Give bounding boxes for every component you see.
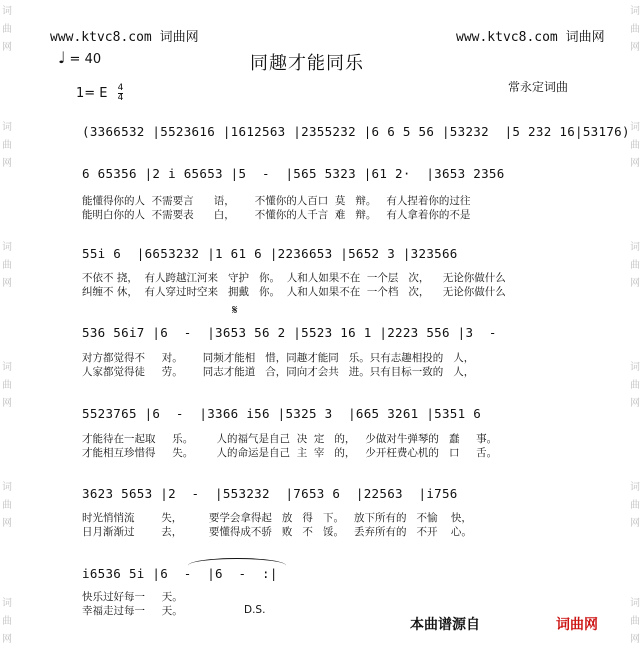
watermark-char: 曲 (630, 260, 640, 271)
lyric-line-1a: 能懂得你的人 不需要言 语， 不懂你的人百口 莫 辩。 有人捏着你的过往 (82, 195, 471, 207)
watermark-char: 词 (2, 598, 12, 609)
watermark-char: 曲 (2, 616, 12, 627)
watermark-char: 网 (630, 518, 640, 529)
watermark-char: 词 (2, 242, 12, 253)
watermark-char: 网 (2, 634, 12, 645)
watermark-char: 词 (630, 598, 640, 609)
watermark-char: 词 (2, 122, 12, 133)
site-url: www.ktvc8.com (456, 30, 558, 45)
watermark-char: 词 (2, 482, 12, 493)
lyric-line-5a: 时光悄悄流 失， 要学会拿得起 放 得 下。 放下所有的 不愉 快， (82, 512, 472, 524)
watermark-char: 网 (630, 398, 640, 409)
left-watermark-column (0, 0, 14, 662)
song-author: 常永定词曲 (508, 80, 569, 94)
song-title: 同趣才能同乐 (250, 53, 364, 74)
notation-line-2: 55i 6 |6653232 |1 61 6 |2236653 |5652 3 |323566 (82, 246, 458, 261)
lyric-line-5b: 日月渐渐过 去， 要懂得成不骄 败 不 馁。 丢弃所有的 不开 心。 (82, 526, 472, 538)
key-signature (76, 84, 123, 103)
lyric-line-6b: 幸福走过每一 天。 (82, 605, 183, 617)
site-name: 词曲网 (159, 30, 199, 45)
lyric-line-3a: 对方都觉得不 对。 同频才能相 惜，同趣才能同 乐。只有志趣相投的 人， (82, 352, 475, 364)
watermark-char: 词 (630, 362, 640, 373)
lyric-line-3b: 人家都觉得徒 劳。 同志才能道 合，同向才会共 进。只有目标一致的 人， (82, 366, 475, 378)
lyric-line-4b: 才能相互珍惜得 失。 人的命运是自己 主 宰 的， 少开枉费心机的 口 舌。 (82, 447, 498, 459)
watermark-char: 网 (2, 398, 12, 409)
notation-line-6: i6536 5i |6 - |6 - :| (82, 566, 278, 581)
right-watermark-column (628, 0, 642, 662)
watermark-char: 网 (630, 634, 640, 645)
watermark-char: 网 (630, 42, 640, 53)
watermark-char: 网 (2, 158, 12, 169)
watermark-char: 曲 (630, 24, 640, 35)
source-label: 本曲谱源自 (410, 617, 480, 633)
dal-segno-marking: D.S. (244, 604, 266, 616)
watermark-char: 曲 (2, 140, 12, 151)
meter-top: 4 (117, 83, 124, 93)
watermark-char: 网 (2, 278, 12, 289)
watermark-char: 曲 (630, 140, 640, 151)
watermark-char: 词 (2, 362, 12, 373)
lyric-line-1b: 能明白你的人 不需要表 白， 不懂你的人千言 难 辩。 有人拿着你的不是 (82, 209, 471, 221)
site-url: www.ktvc8.com (50, 30, 152, 45)
tempo-marking (58, 48, 101, 67)
site-watermark-left (50, 26, 199, 45)
watermark-char: 网 (2, 518, 12, 529)
lyric-line-4a: 才能待在一起取 乐。 人的福气是自己 决 定 的， 少做对牛弹琴的 蠢 事。 (82, 433, 498, 445)
quarter-note-icon: ♩ (58, 48, 66, 67)
watermark-char: 曲 (2, 24, 12, 35)
watermark-char: 曲 (2, 380, 12, 391)
watermark-char: 曲 (630, 500, 640, 511)
key-label: 1= E (76, 86, 108, 101)
notation-line-3: 536 56i7 |6 - |3653 56 2 |5523 16 1 |2223 556 |3 - (82, 325, 497, 340)
lyric-line-2a: 不依不 挠， 有人跨越江河来 守护 你。 人和人如果不在 一个层 次， 无论你做什么 (82, 272, 506, 284)
site-logo: 词曲网 (556, 617, 598, 633)
tempo-value: = 40 (69, 52, 102, 67)
time-signature (118, 84, 124, 103)
site-watermark-right (456, 26, 605, 45)
watermark-char: 曲 (2, 500, 12, 511)
segno-sign: 𝄋 (232, 303, 238, 318)
lyric-line-2b: 纠缠不 休， 有人穿过时空来 拥戴 你。 人和人如果不在 一个档 次， 无论你做什么 (82, 286, 506, 298)
notation-line-4: 5523765 |6 - |3366 i56 |5325 3 |665 3261 |5351 6 (82, 406, 482, 421)
watermark-char: 词 (630, 6, 640, 17)
watermark-char: 词 (2, 6, 12, 17)
watermark-char: 曲 (630, 380, 640, 391)
watermark-char: 词 (630, 122, 640, 133)
watermark-char: 词 (630, 482, 640, 493)
meter-bottom: 4 (117, 93, 124, 103)
watermark-char: 网 (630, 158, 640, 169)
watermark-char: 曲 (2, 260, 12, 271)
watermark-char: 曲 (630, 616, 640, 627)
site-name: 词曲网 (565, 30, 605, 45)
lyric-line-6a: 快乐过好每一 天。 (82, 591, 183, 603)
watermark-char: 网 (2, 42, 12, 53)
notation-line-intro: (3366532 |5523616 |1612563 |2355232 |6 6 5 56 |53232 |5 232 16|53176) (82, 124, 630, 139)
notation-line-1: 6 65356 |2 i 65653 |5 - |565 5323 |61 2· |3653 2356 (82, 166, 505, 181)
watermark-char: 词 (630, 242, 640, 253)
watermark-char: 网 (630, 278, 640, 289)
notation-line-5: 3623 5653 |2 - |553232 |7653 6 |22563 |i756 (82, 486, 458, 501)
